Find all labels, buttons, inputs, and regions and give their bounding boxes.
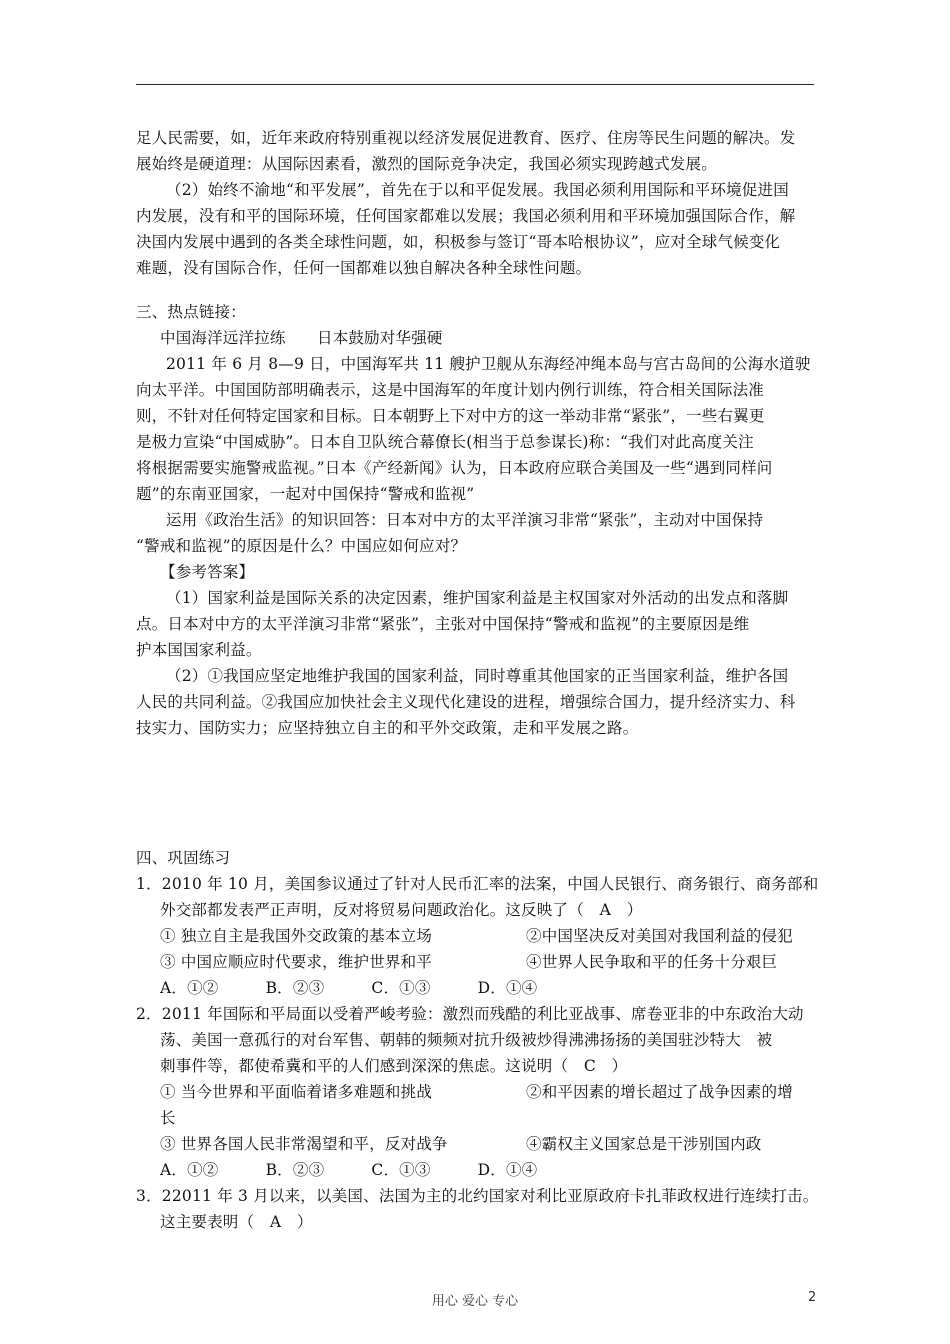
choices-line: A．①② B．②③ C．①③ D．①④: [160, 1161, 538, 1179]
option-3: ③ 中国应顺应时代要求，维护世界和平: [160, 953, 433, 971]
footer-text: 用心 爱心 专心: [431, 1294, 519, 1309]
text-line: 足人民需要，如，近年来政府特别重视以经济发展促进教育、医疗、住房等民生问题的解决。发: [136, 129, 796, 147]
text-line: 技实力、国防实力；应坚持独立自主的和平外交政策，走和平发展之路。: [136, 719, 639, 737]
text-line: 展始终是硬道理：从国际因素看，激烈的国际竞争决定，我国必须实现跨越式发展。: [136, 155, 717, 173]
option-1: ① 独立自主是我国外交政策的基本立场: [160, 927, 433, 945]
option-1: ① 当今世界和平面临着诸多难题和挑战: [160, 1083, 433, 1101]
question-2: 2．2011 年国际和平局面以受着严峻考验：激烈而残酷的利比亚战事、席卷亚非的中东政治大动: [136, 1005, 804, 1023]
text-line: 内发展，没有和平的国际环境，任何国家都难以发展；我国必须利用和平环境加强国际合作，解: [136, 207, 796, 225]
text-line: 荡、美国一意孤行的对台军售、朝韩的频频对抗升级被炒得沸沸扬扬的美国驻沙特大 被: [160, 1031, 773, 1049]
text-line: 人民的共同利益。②我国应加快社会主义现代化建设的进程，增强综合国力，提升经济实力、科: [136, 693, 796, 711]
question-text: 运用《政治生活》的知识回答：日本对中方的太平洋演习非常“紧张”，主动对中国保持: [166, 511, 764, 529]
text-line: （2）①我国应坚定地维护我国的国家利益，同时尊重其他国家的正当国家利益，维护各国: [166, 667, 789, 685]
text-line: 难题，没有国际合作，任何一国都难以独自解决各种全球性问题。: [136, 259, 592, 277]
text-line: （2）始终不渝地“和平发展”，首先在于以和平促发展。我国必须利用国际和平环境促进国: [166, 181, 789, 199]
text-line: 护本国国家利益。: [136, 641, 262, 659]
header-rule: [136, 84, 814, 85]
text-line: 点。日本对中方的太平洋演习非常“紧张”，主张对中国保持“警戒和监视”的主要原因是维: [136, 615, 750, 633]
question-1: 1．2010 年 10 月，美国参议通过了针对人民币汇率的法案，中国人民银行、商务银行、商务部和: [136, 875, 819, 893]
page-number: 2: [808, 1290, 817, 1305]
text-line: 则，不针对任何特定国家和目标。日本朝野上下对中方的这一举动非常“紧张”，一些右翼更: [136, 407, 765, 425]
text-line: 2011 年 6 月 8—9 日，中国海军共 11 艘护卫舰从东海经冲绳本岛与宫古岛间的公海水道驶: [166, 355, 811, 373]
option-2: ②中国坚决反对美国对我国利益的侵犯: [526, 927, 793, 945]
text-line: 外交部都发表严正声明，反对将贸易问题政治化。这反映了（ A ）: [160, 901, 643, 919]
text-line: （1）国家利益是国际关系的决定因素，维护国家利益是主权国家对外活动的出发点和落脚: [166, 589, 789, 607]
text-line: 刺事件等，都使希冀和平的人们感到深深的焦虑。这说明（ C ）: [160, 1057, 628, 1075]
answer-heading: 【参考答案】: [160, 563, 255, 581]
section-heading: 三、热点链接：: [136, 303, 246, 321]
section-heading: 四、巩固练习: [136, 849, 231, 867]
choices-line: A．①② B．②③ C．①③ D．①④: [160, 979, 538, 997]
text-line: 向太平洋。中国国防部明确表示，这是中国海军的年度计划内例行训练，符合相关国际法准: [136, 381, 765, 399]
article-title: 中国海洋远洋拉练 日本鼓励对华强硬: [160, 329, 443, 347]
text-line: 长: [160, 1109, 176, 1127]
text-line: 题”的东南亚国家，一起对中国保持“警戒和监视”: [136, 485, 475, 503]
option-2: ②和平因素的增长超过了战争因素的增: [526, 1083, 793, 1101]
option-4: ④世界人民争取和平的任务十分艰巨: [526, 953, 778, 971]
question-3: 3．22011 年 3 月以来，以美国、法国为主的北约国家对利比亚原政府卡扎菲政权进行连续打击。: [136, 1187, 819, 1205]
text-line: 这主要表明（ A ）: [160, 1213, 313, 1231]
question-text: “警戒和监视”的原因是什么？中国应如何应对？: [136, 537, 467, 555]
text-line: 是极力宣染“中国威胁”。日本自卫队统合幕僚长(相当于总参谋长)称：“我们对此高度关注: [136, 433, 754, 451]
option-3: ③ 世界各国人民非常渴望和平，反对战争: [160, 1135, 448, 1153]
option-4: ④霸权主义国家总是干涉别国内政: [526, 1135, 762, 1153]
text-line: 决国内发展中遇到的各类全球性问题，如，积极参与签订“哥本哈根协议”，应对全球气候变化: [136, 233, 781, 251]
text-line: 将根据需要实施警戒监视。”日本《产经新闻》认为，日本政府应联合美国及一些“遇到同样问: [136, 459, 773, 477]
